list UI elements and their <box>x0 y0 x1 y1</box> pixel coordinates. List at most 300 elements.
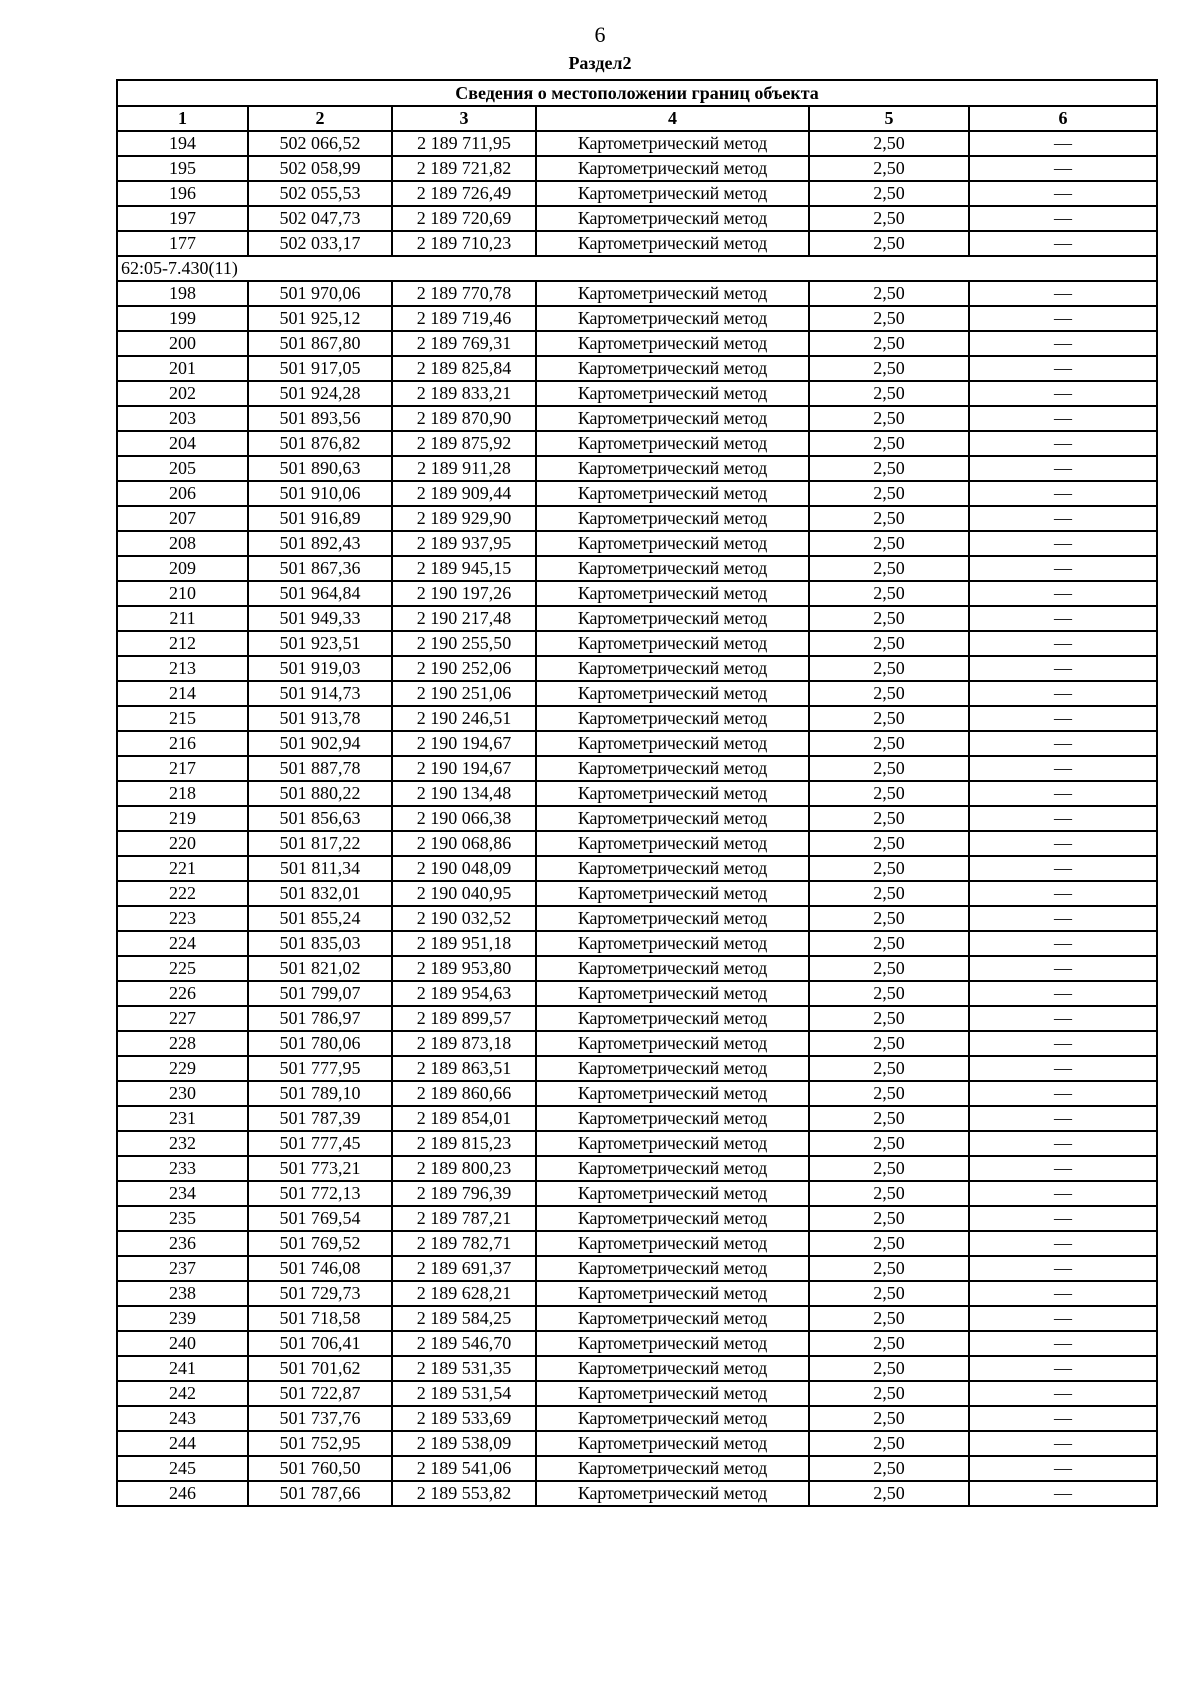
description-cell: — <box>969 431 1157 456</box>
x-coordinate-cell: 501 706,41 <box>248 1331 392 1356</box>
method-cell: Картометрический метод <box>536 1306 809 1331</box>
y-coordinate-cell: 2 190 252,06 <box>392 656 536 681</box>
point-number-cell: 234 <box>117 1181 248 1206</box>
point-number-cell: 204 <box>117 431 248 456</box>
table-row <box>117 1381 1157 1406</box>
description-cell: — <box>969 731 1157 756</box>
x-coordinate-cell: 501 752,95 <box>248 1431 392 1456</box>
y-coordinate-cell: 2 190 194,67 <box>392 756 536 781</box>
method-cell: Картометрический метод <box>536 881 809 906</box>
point-number-cell: 225 <box>117 956 248 981</box>
description-cell: — <box>969 606 1157 631</box>
accuracy-cell: 2,50 <box>809 856 969 881</box>
accuracy-cell: 2,50 <box>809 1206 969 1231</box>
table-row <box>117 1231 1157 1256</box>
accuracy-cell: 2,50 <box>809 1106 969 1131</box>
table-caption: Сведения о местоположении границ объекта <box>117 80 1157 106</box>
method-cell: Картометрический метод <box>536 756 809 781</box>
accuracy-cell: 2,50 <box>809 381 969 406</box>
x-coordinate-cell: 501 876,82 <box>248 431 392 456</box>
method-cell: Картометрический метод <box>536 1106 809 1131</box>
point-number-cell: 241 <box>117 1356 248 1381</box>
table-row <box>117 781 1157 806</box>
table-row <box>117 1031 1157 1056</box>
accuracy-cell: 2,50 <box>809 681 969 706</box>
column-header: 2 <box>248 106 392 131</box>
x-coordinate-cell: 501 787,66 <box>248 1481 392 1506</box>
parcel-group-label: 62:05-7.430(11) <box>117 256 1157 281</box>
accuracy-cell: 2,50 <box>809 956 969 981</box>
method-cell: Картометрический метод <box>536 556 809 581</box>
method-cell: Картометрический метод <box>536 631 809 656</box>
x-coordinate-cell: 501 787,39 <box>248 1106 392 1131</box>
accuracy-cell: 2,50 <box>809 1406 969 1431</box>
y-coordinate-cell: 2 190 032,52 <box>392 906 536 931</box>
description-cell: — <box>969 581 1157 606</box>
accuracy-cell: 2,50 <box>809 1131 969 1156</box>
x-coordinate-cell: 501 811,34 <box>248 856 392 881</box>
point-number-cell: 220 <box>117 831 248 856</box>
accuracy-cell: 2,50 <box>809 1231 969 1256</box>
description-cell: — <box>969 1031 1157 1056</box>
description-cell: — <box>969 281 1157 306</box>
point-number-cell: 206 <box>117 481 248 506</box>
method-cell: Картометрический метод <box>536 231 809 256</box>
y-coordinate-cell: 2 189 863,51 <box>392 1056 536 1081</box>
table-row <box>117 456 1157 481</box>
point-number-cell: 232 <box>117 1131 248 1156</box>
method-cell: Картометрический метод <box>536 1031 809 1056</box>
point-number-cell: 203 <box>117 406 248 431</box>
point-number-cell: 207 <box>117 506 248 531</box>
column-header: 5 <box>809 106 969 131</box>
accuracy-cell: 2,50 <box>809 1356 969 1381</box>
method-cell: Картометрический метод <box>536 1281 809 1306</box>
point-number-cell: 202 <box>117 381 248 406</box>
description-cell: — <box>969 1431 1157 1456</box>
description-cell: — <box>969 1406 1157 1431</box>
y-coordinate-cell: 2 190 217,48 <box>392 606 536 631</box>
x-coordinate-cell: 501 821,02 <box>248 956 392 981</box>
y-coordinate-cell: 2 190 066,38 <box>392 806 536 831</box>
description-cell: — <box>969 756 1157 781</box>
method-cell: Картометрический метод <box>536 306 809 331</box>
description-cell: — <box>969 631 1157 656</box>
table-row <box>117 906 1157 931</box>
point-number-cell: 230 <box>117 1081 248 1106</box>
x-coordinate-cell: 501 799,07 <box>248 981 392 1006</box>
y-coordinate-cell: 2 189 825,84 <box>392 356 536 381</box>
table-row <box>117 1281 1157 1306</box>
method-cell: Картометрический метод <box>536 1231 809 1256</box>
point-number-cell: 231 <box>117 1106 248 1131</box>
method-cell: Картометрический метод <box>536 131 809 156</box>
table-row <box>117 156 1157 181</box>
y-coordinate-cell: 2 189 951,18 <box>392 931 536 956</box>
method-cell: Картометрический метод <box>536 1356 809 1381</box>
x-coordinate-cell: 501 835,03 <box>248 931 392 956</box>
x-coordinate-cell: 501 777,95 <box>248 1056 392 1081</box>
table-row <box>117 681 1157 706</box>
method-cell: Картометрический метод <box>536 731 809 756</box>
method-cell: Картометрический метод <box>536 381 809 406</box>
y-coordinate-cell: 2 189 721,82 <box>392 156 536 181</box>
point-number-cell: 217 <box>117 756 248 781</box>
accuracy-cell: 2,50 <box>809 706 969 731</box>
x-coordinate-cell: 501 701,62 <box>248 1356 392 1381</box>
y-coordinate-cell: 2 190 068,86 <box>392 831 536 856</box>
table-row <box>117 1206 1157 1231</box>
method-cell: Картометрический метод <box>536 481 809 506</box>
accuracy-cell: 2,50 <box>809 281 969 306</box>
point-number-cell: 219 <box>117 806 248 831</box>
point-number-cell: 226 <box>117 981 248 1006</box>
y-coordinate-cell: 2 189 860,66 <box>392 1081 536 1106</box>
method-cell: Картометрический метод <box>536 906 809 931</box>
method-cell: Картометрический метод <box>536 506 809 531</box>
accuracy-cell: 2,50 <box>809 631 969 656</box>
y-coordinate-cell: 2 189 782,71 <box>392 1231 536 1256</box>
point-number-cell: 209 <box>117 556 248 581</box>
x-coordinate-cell: 501 855,24 <box>248 906 392 931</box>
accuracy-cell: 2,50 <box>809 531 969 556</box>
table-row <box>117 606 1157 631</box>
method-cell: Картометрический метод <box>536 856 809 881</box>
accuracy-cell: 2,50 <box>809 406 969 431</box>
y-coordinate-cell: 2 189 531,35 <box>392 1356 536 1381</box>
description-cell: — <box>969 1356 1157 1381</box>
method-cell: Картометрический метод <box>536 1006 809 1031</box>
y-coordinate-cell: 2 189 533,69 <box>392 1406 536 1431</box>
accuracy-cell: 2,50 <box>809 1081 969 1106</box>
accuracy-cell: 2,50 <box>809 781 969 806</box>
accuracy-cell: 2,50 <box>809 1481 969 1506</box>
point-number-cell: 208 <box>117 531 248 556</box>
point-number-cell: 224 <box>117 931 248 956</box>
y-coordinate-cell: 2 189 873,18 <box>392 1031 536 1056</box>
description-cell: — <box>969 556 1157 581</box>
description-cell: — <box>969 956 1157 981</box>
x-coordinate-cell: 501 917,05 <box>248 356 392 381</box>
accuracy-cell: 2,50 <box>809 181 969 206</box>
page-number: 6 <box>594 22 606 47</box>
accuracy-cell: 2,50 <box>809 1056 969 1081</box>
accuracy-cell: 2,50 <box>809 831 969 856</box>
point-number-cell: 213 <box>117 656 248 681</box>
x-coordinate-cell: 501 913,78 <box>248 706 392 731</box>
description-cell: — <box>969 356 1157 381</box>
y-coordinate-cell: 2 189 937,95 <box>392 531 536 556</box>
table-caption-row <box>117 80 1157 106</box>
description-cell: — <box>969 856 1157 881</box>
description-cell: — <box>969 1056 1157 1081</box>
y-coordinate-cell: 2 190 255,50 <box>392 631 536 656</box>
method-cell: Картометрический метод <box>536 1431 809 1456</box>
point-number-cell: 212 <box>117 631 248 656</box>
table-row <box>117 1306 1157 1331</box>
x-coordinate-cell: 501 964,84 <box>248 581 392 606</box>
column-header: 3 <box>392 106 536 131</box>
method-cell: Картометрический метод <box>536 356 809 381</box>
x-coordinate-cell: 501 902,94 <box>248 731 392 756</box>
y-coordinate-cell: 2 189 769,31 <box>392 331 536 356</box>
x-coordinate-cell: 501 925,12 <box>248 306 392 331</box>
table-row <box>117 231 1157 256</box>
table-row <box>117 281 1157 306</box>
method-cell: Картометрический метод <box>536 1181 809 1206</box>
method-cell: Картометрический метод <box>536 331 809 356</box>
table-row <box>117 481 1157 506</box>
x-coordinate-cell: 501 772,13 <box>248 1181 392 1206</box>
y-coordinate-cell: 2 189 929,90 <box>392 506 536 531</box>
description-cell: — <box>969 156 1157 181</box>
accuracy-cell: 2,50 <box>809 756 969 781</box>
accuracy-cell: 2,50 <box>809 431 969 456</box>
table-row <box>117 506 1157 531</box>
method-cell: Картометрический метод <box>536 1406 809 1431</box>
point-number-cell: 218 <box>117 781 248 806</box>
y-coordinate-cell: 2 189 584,25 <box>392 1306 536 1331</box>
table-row <box>117 1431 1157 1456</box>
accuracy-cell: 2,50 <box>809 606 969 631</box>
y-coordinate-cell: 2 190 194,67 <box>392 731 536 756</box>
table-row <box>117 531 1157 556</box>
y-coordinate-cell: 2 190 251,06 <box>392 681 536 706</box>
description-cell: — <box>969 506 1157 531</box>
y-coordinate-cell: 2 189 833,21 <box>392 381 536 406</box>
method-cell: Картометрический метод <box>536 1081 809 1106</box>
accuracy-cell: 2,50 <box>809 306 969 331</box>
point-number-cell: 223 <box>117 906 248 931</box>
accuracy-cell: 2,50 <box>809 906 969 931</box>
y-coordinate-cell: 2 189 787,21 <box>392 1206 536 1231</box>
method-cell: Картометрический метод <box>536 531 809 556</box>
x-coordinate-cell: 502 047,73 <box>248 206 392 231</box>
x-coordinate-cell: 501 760,50 <box>248 1456 392 1481</box>
y-coordinate-cell: 2 189 796,39 <box>392 1181 536 1206</box>
description-cell: — <box>969 1256 1157 1281</box>
description-cell: — <box>969 1106 1157 1131</box>
y-coordinate-cell: 2 189 909,44 <box>392 481 536 506</box>
y-coordinate-cell: 2 189 954,63 <box>392 981 536 1006</box>
method-cell: Картометрический метод <box>536 206 809 231</box>
table-row <box>117 1256 1157 1281</box>
point-number-cell: 233 <box>117 1156 248 1181</box>
point-number-cell: 200 <box>117 331 248 356</box>
table-row <box>117 1006 1157 1031</box>
accuracy-cell: 2,50 <box>809 1381 969 1406</box>
y-coordinate-cell: 2 189 628,21 <box>392 1281 536 1306</box>
point-number-cell: 235 <box>117 1206 248 1231</box>
accuracy-cell: 2,50 <box>809 1031 969 1056</box>
y-coordinate-cell: 2 189 800,23 <box>392 1156 536 1181</box>
table-row <box>117 431 1157 456</box>
table-row <box>117 956 1157 981</box>
accuracy-cell: 2,50 <box>809 1331 969 1356</box>
accuracy-cell: 2,50 <box>809 1256 969 1281</box>
description-cell: — <box>969 1156 1157 1181</box>
point-number-cell: 210 <box>117 581 248 606</box>
table-header-row <box>117 106 1157 131</box>
accuracy-cell: 2,50 <box>809 1306 969 1331</box>
table-row <box>117 731 1157 756</box>
accuracy-cell: 2,50 <box>809 156 969 181</box>
point-number-cell: 221 <box>117 856 248 881</box>
method-cell: Картометрический метод <box>536 1481 809 1506</box>
point-number-cell: 242 <box>117 1381 248 1406</box>
x-coordinate-cell: 502 066,52 <box>248 131 392 156</box>
x-coordinate-cell: 501 746,08 <box>248 1256 392 1281</box>
point-number-cell: 177 <box>117 231 248 256</box>
column-header: 4 <box>536 106 809 131</box>
table-row <box>117 1456 1157 1481</box>
description-cell: — <box>969 831 1157 856</box>
y-coordinate-cell: 2 189 945,15 <box>392 556 536 581</box>
accuracy-cell: 2,50 <box>809 456 969 481</box>
description-cell: — <box>969 406 1157 431</box>
y-coordinate-cell: 2 189 815,23 <box>392 1131 536 1156</box>
x-coordinate-cell: 501 718,58 <box>248 1306 392 1331</box>
y-coordinate-cell: 2 189 953,80 <box>392 956 536 981</box>
description-cell: — <box>969 981 1157 1006</box>
method-cell: Картометрический метод <box>536 806 809 831</box>
accuracy-cell: 2,50 <box>809 506 969 531</box>
method-cell: Картометрический метод <box>536 181 809 206</box>
y-coordinate-cell: 2 189 726,49 <box>392 181 536 206</box>
x-coordinate-cell: 501 773,21 <box>248 1156 392 1181</box>
point-number-cell: 211 <box>117 606 248 631</box>
table-row <box>117 1181 1157 1206</box>
x-coordinate-cell: 501 924,28 <box>248 381 392 406</box>
description-cell: — <box>969 456 1157 481</box>
x-coordinate-cell: 501 817,22 <box>248 831 392 856</box>
table-row <box>117 1481 1157 1506</box>
column-header: 6 <box>969 106 1157 131</box>
table-row <box>117 581 1157 606</box>
y-coordinate-cell: 2 190 197,26 <box>392 581 536 606</box>
y-coordinate-cell: 2 189 546,70 <box>392 1331 536 1356</box>
method-cell: Картометрический метод <box>536 581 809 606</box>
description-cell: — <box>969 706 1157 731</box>
accuracy-cell: 2,50 <box>809 1281 969 1306</box>
method-cell: Картометрический метод <box>536 1206 809 1231</box>
point-number-cell: 245 <box>117 1456 248 1481</box>
description-cell: — <box>969 1206 1157 1231</box>
method-cell: Картометрический метод <box>536 656 809 681</box>
method-cell: Картометрический метод <box>536 681 809 706</box>
table-row <box>117 306 1157 331</box>
table-row <box>117 356 1157 381</box>
y-coordinate-cell: 2 189 770,78 <box>392 281 536 306</box>
method-cell: Картометрический метод <box>536 456 809 481</box>
point-number-cell: 215 <box>117 706 248 731</box>
section-title: Раздел2 <box>568 53 632 73</box>
accuracy-cell: 2,50 <box>809 1006 969 1031</box>
table-row <box>117 1331 1157 1356</box>
y-coordinate-cell: 2 189 691,37 <box>392 1256 536 1281</box>
x-coordinate-cell: 501 867,80 <box>248 331 392 356</box>
y-coordinate-cell: 2 189 541,06 <box>392 1456 536 1481</box>
table-row <box>117 631 1157 656</box>
table-body <box>117 131 1157 1506</box>
method-cell: Картометрический метод <box>536 606 809 631</box>
table-row <box>117 1356 1157 1381</box>
table-row <box>117 1131 1157 1156</box>
x-coordinate-cell: 501 729,73 <box>248 1281 392 1306</box>
y-coordinate-cell: 2 189 854,01 <box>392 1106 536 1131</box>
group-row <box>117 256 1157 281</box>
point-number-cell: 229 <box>117 1056 248 1081</box>
description-cell: — <box>969 931 1157 956</box>
table-row <box>117 181 1157 206</box>
description-cell: — <box>969 1331 1157 1356</box>
x-coordinate-cell: 502 055,53 <box>248 181 392 206</box>
y-coordinate-cell: 2 190 246,51 <box>392 706 536 731</box>
x-coordinate-cell: 502 033,17 <box>248 231 392 256</box>
x-coordinate-cell: 501 890,63 <box>248 456 392 481</box>
x-coordinate-cell: 501 737,76 <box>248 1406 392 1431</box>
table-row <box>117 556 1157 581</box>
accuracy-cell: 2,50 <box>809 881 969 906</box>
table-row <box>117 1081 1157 1106</box>
table-row <box>117 931 1157 956</box>
boundary-coordinates-table <box>116 79 1158 1507</box>
y-coordinate-cell: 2 189 531,54 <box>392 1381 536 1406</box>
description-cell: — <box>969 1381 1157 1406</box>
table-row <box>117 381 1157 406</box>
accuracy-cell: 2,50 <box>809 556 969 581</box>
description-cell: — <box>969 1131 1157 1156</box>
x-coordinate-cell: 502 058,99 <box>248 156 392 181</box>
x-coordinate-cell: 501 887,78 <box>248 756 392 781</box>
description-cell: — <box>969 881 1157 906</box>
point-number-cell: 194 <box>117 131 248 156</box>
x-coordinate-cell: 501 892,43 <box>248 531 392 556</box>
table-row <box>117 1056 1157 1081</box>
y-coordinate-cell: 2 189 710,23 <box>392 231 536 256</box>
x-coordinate-cell: 501 923,51 <box>248 631 392 656</box>
accuracy-cell: 2,50 <box>809 731 969 756</box>
method-cell: Картометрический метод <box>536 281 809 306</box>
y-coordinate-cell: 2 189 899,57 <box>392 1006 536 1031</box>
accuracy-cell: 2,50 <box>809 1181 969 1206</box>
point-number-cell: 246 <box>117 1481 248 1506</box>
point-number-cell: 238 <box>117 1281 248 1306</box>
accuracy-cell: 2,50 <box>809 981 969 1006</box>
method-cell: Картометрический метод <box>536 981 809 1006</box>
table-row <box>117 856 1157 881</box>
y-coordinate-cell: 2 189 875,92 <box>392 431 536 456</box>
description-cell: — <box>969 306 1157 331</box>
point-number-cell: 198 <box>117 281 248 306</box>
method-cell: Картометрический метод <box>536 431 809 456</box>
description-cell: — <box>969 1006 1157 1031</box>
accuracy-cell: 2,50 <box>809 331 969 356</box>
method-cell: Картометрический метод <box>536 831 809 856</box>
description-cell: — <box>969 1281 1157 1306</box>
description-cell: — <box>969 681 1157 706</box>
y-coordinate-cell: 2 189 711,95 <box>392 131 536 156</box>
x-coordinate-cell: 501 769,52 <box>248 1231 392 1256</box>
point-number-cell: 199 <box>117 306 248 331</box>
y-coordinate-cell: 2 189 870,90 <box>392 406 536 431</box>
x-coordinate-cell: 501 832,01 <box>248 881 392 906</box>
point-number-cell: 243 <box>117 1406 248 1431</box>
x-coordinate-cell: 501 786,97 <box>248 1006 392 1031</box>
table-row <box>117 806 1157 831</box>
table-row <box>117 981 1157 1006</box>
description-cell: — <box>969 131 1157 156</box>
